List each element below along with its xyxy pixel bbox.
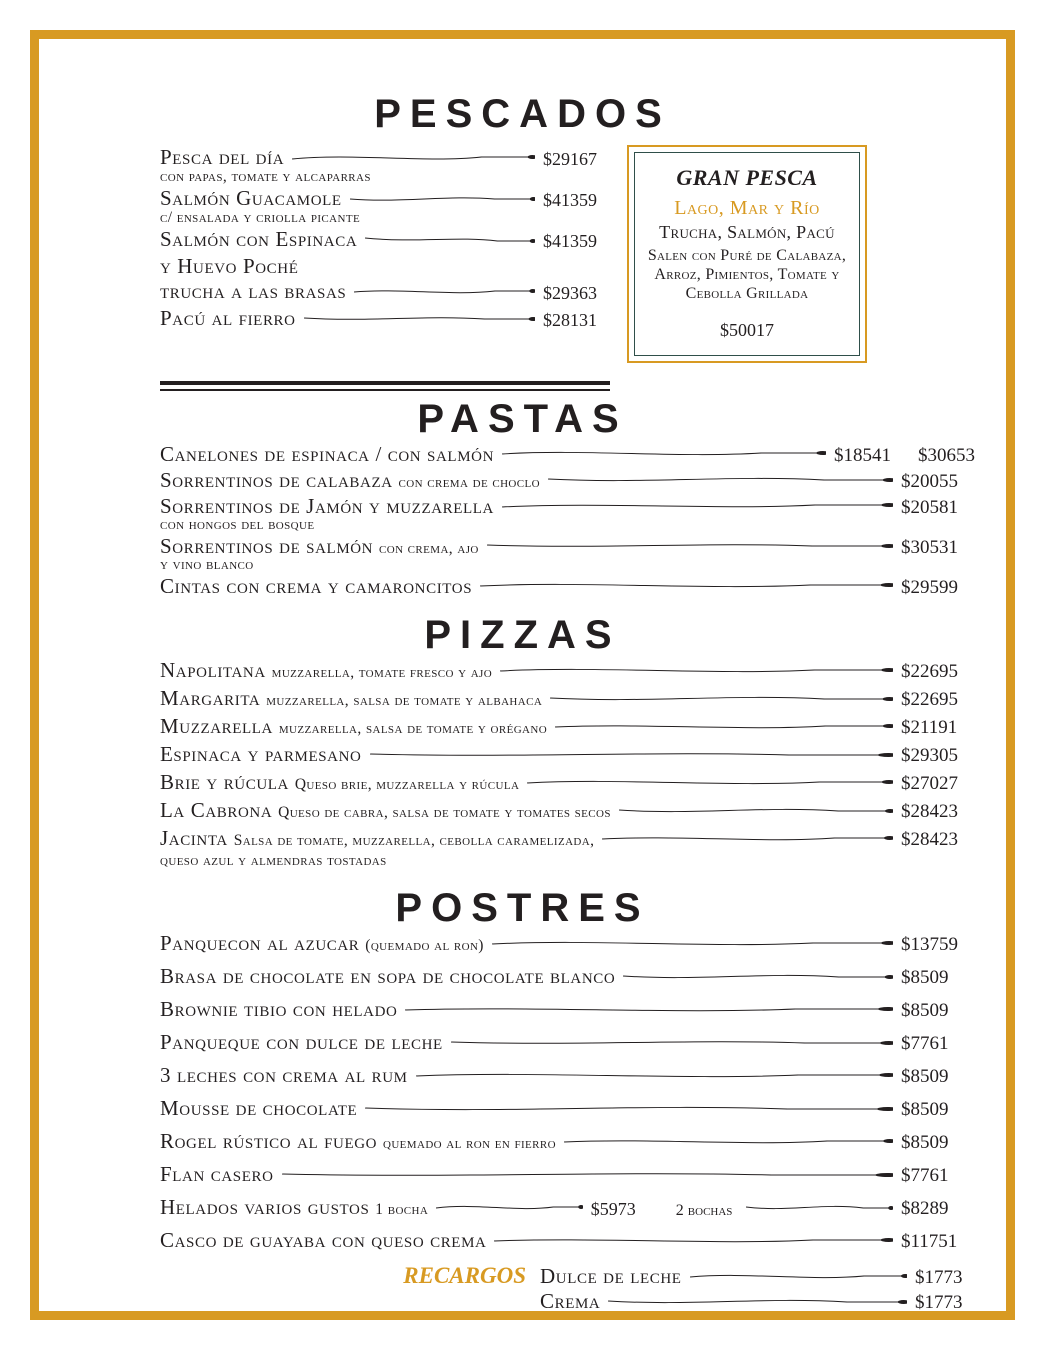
item-desc: (quemado al ron) <box>365 936 484 954</box>
gran-pesca-box <box>627 145 867 363</box>
section-title-pizzas: PIZZAS <box>424 612 621 657</box>
leader-line <box>451 1037 893 1051</box>
menu-item <box>160 145 615 186</box>
item-desc: Queso brie, muzzarella y rúcula <box>294 775 520 793</box>
leader-line <box>746 1202 893 1216</box>
item-name <box>160 798 611 823</box>
recargos-item-name: Crema <box>540 1288 601 1313</box>
item-price: $20581 <box>901 496 958 518</box>
item-desc: con crema, ajo <box>378 539 479 557</box>
item-name: Mousse de chocolate <box>160 1095 358 1120</box>
menu-item <box>160 1162 975 1187</box>
helados-unit-1: 1 bocha <box>375 1200 429 1218</box>
item-price: $22695 <box>901 688 958 710</box>
item-name-main: Margarita <box>160 685 261 710</box>
item-name-main: Brie y rúcula <box>160 769 289 794</box>
item-name <box>160 714 547 739</box>
item-name: Panqueque con dulce de leche <box>160 1029 443 1054</box>
recargos-row <box>160 1263 985 1289</box>
helados-price-2: $8289 <box>901 1197 949 1219</box>
leader-line <box>492 938 893 952</box>
item-desc: quemado al ron en fierro <box>382 1134 556 1152</box>
item-price: $8509 <box>901 966 949 988</box>
item-price: $18541 <box>834 444 891 466</box>
recargos-label: RECARGOS <box>403 1262 526 1288</box>
item-name <box>160 1129 556 1154</box>
item-name <box>160 931 484 956</box>
leader-line <box>416 1070 893 1084</box>
item-price: $29305 <box>901 744 958 766</box>
item-name <box>160 826 594 851</box>
menu-item <box>160 658 975 683</box>
item-desc: muzzarella, salsa de tomate y orégano <box>278 719 548 737</box>
leader-line <box>548 474 893 488</box>
item-price: $8509 <box>901 1065 949 1087</box>
leader-line <box>502 500 893 514</box>
menu-item <box>160 306 615 331</box>
leader-line <box>480 580 893 594</box>
item-price: $11751 <box>901 1230 958 1252</box>
item-name: Salmón Guacamole <box>160 186 342 210</box>
gran-pesca-inner <box>634 152 860 356</box>
item-desc: muzzarella, tomate fresco y ajo <box>271 663 493 681</box>
item-desc: Salsa de tomate, muzzarella, cebolla caramelizada, <box>233 831 595 849</box>
leader-line <box>292 152 535 166</box>
leader-line <box>405 1004 893 1018</box>
pizzas-items <box>60 658 985 870</box>
item-name: Pesca del día <box>160 145 285 169</box>
item-name: Brownie tibio con helado <box>160 996 398 1021</box>
menu-item <box>160 964 975 989</box>
menu-item <box>160 931 975 956</box>
item-name: Flan casero <box>160 1161 274 1186</box>
item-name <box>160 686 542 711</box>
gran-pesca-fish: Trucha, Salmón, Pacú <box>659 222 835 242</box>
leader-line <box>282 1169 893 1183</box>
helados-unit-2: 2 bochas <box>675 1201 733 1219</box>
item-desc: con crema de choclo <box>398 473 540 491</box>
leader-line <box>436 1202 583 1216</box>
item-name: Cintas con crema y camaroncitos <box>160 573 473 598</box>
recargos-section <box>60 1263 985 1314</box>
menu-item <box>160 826 975 870</box>
menu-item-helados <box>160 1195 975 1220</box>
leader-line <box>527 777 893 791</box>
item-sub: y vino blanco <box>160 555 254 573</box>
section-divider <box>160 381 610 391</box>
menu-item <box>160 468 975 493</box>
gran-pesca-subtitle: Lago, Mar y Río <box>674 197 820 219</box>
item-name-main: Muzzarella <box>160 713 273 738</box>
menu-item <box>160 1129 975 1154</box>
menu-content <box>60 58 985 1313</box>
section-title-pastas: PASTAS <box>417 396 628 441</box>
item-desc: Queso de cabra, salsa de tomate y tomates secos <box>278 803 611 821</box>
item-price: $30531 <box>901 536 958 558</box>
border-right <box>1006 30 1015 1320</box>
item-price: $28423 <box>901 828 958 850</box>
menu-item <box>160 1228 975 1253</box>
leader-line <box>623 971 893 985</box>
item-name-main: Sorrentinos de calabaza <box>160 467 393 492</box>
menu-item <box>160 798 975 823</box>
item-name-main: Jacinta <box>160 825 228 850</box>
pescados-section <box>60 145 985 363</box>
item-name <box>160 1195 428 1220</box>
item-price: $29599 <box>901 576 958 598</box>
menu-item <box>160 742 975 767</box>
item-price: $20055 <box>901 470 958 492</box>
leader-line <box>619 805 893 819</box>
leader-line <box>354 286 535 300</box>
item-name-main: Napolitana <box>160 657 266 682</box>
item-name-line2: y Huevo Poché <box>160 254 299 278</box>
menu-item <box>160 494 975 534</box>
menu-item <box>160 1030 975 1055</box>
item-name: Espinaca y parmesano <box>160 741 362 766</box>
recargos-item-price: $1773 <box>915 1291 963 1313</box>
helados-price-1: $5973 <box>590 1198 636 1219</box>
border-left <box>30 30 39 1320</box>
menu-item <box>160 1063 975 1088</box>
section-title-pescados: PESCADOS <box>374 92 671 136</box>
menu-item <box>160 686 975 711</box>
leader-line <box>550 693 893 707</box>
item-name-main: Sorrentinos de salmón <box>160 533 374 558</box>
item-name-main: Panquecon al azucar <box>160 930 360 955</box>
pastas-items <box>60 442 985 599</box>
leader-line <box>564 1136 893 1150</box>
item-price: $21191 <box>901 716 958 738</box>
gran-pesca-title: GRAN PESCA <box>676 165 818 190</box>
leader-line <box>304 313 535 327</box>
menu-item <box>160 227 615 279</box>
leader-line <box>350 193 535 207</box>
menu-item <box>160 1096 975 1121</box>
recargos-item-name: Dulce de leche <box>540 1263 682 1288</box>
leader-line <box>365 234 535 248</box>
menu-item <box>160 442 975 467</box>
item-sub: con papas, tomate y alcaparras <box>160 168 371 185</box>
menu-item <box>160 574 975 599</box>
item-name: 3 leches con crema al rum <box>160 1062 408 1087</box>
item-name-main: Helados varios gustos <box>160 1194 370 1219</box>
gran-pesca-description: Salen con Puré de Calabaza, Arroz, Pimientos, Tomate y Cebolla Grillada <box>647 247 847 302</box>
menu-item <box>160 534 975 574</box>
item-price: $28423 <box>901 800 958 822</box>
leader-line <box>494 1235 893 1249</box>
item-name: Casco de guayaba con queso crema <box>160 1227 487 1252</box>
postres-items <box>60 931 985 1253</box>
item-desc: muzzarella, salsa de tomate y albahaca <box>266 691 543 709</box>
item-price-alt: $30653 <box>918 444 975 466</box>
item-price: $13759 <box>901 933 958 955</box>
leader-line <box>602 833 893 847</box>
item-name: trucha a las brasas <box>160 279 347 303</box>
item-price: $27027 <box>901 772 958 794</box>
item-sub: con hongos del bosque <box>160 515 315 533</box>
recargos-row <box>160 1289 985 1314</box>
item-name <box>160 770 519 795</box>
leader-line <box>370 749 894 763</box>
item-price: $29167 <box>543 149 597 169</box>
leader-line <box>365 1103 893 1117</box>
item-name: Brasa de chocolate en sopa de chocolate blanco <box>160 963 616 988</box>
pescados-items <box>60 145 615 333</box>
leader-line <box>500 665 893 679</box>
leader-line <box>555 721 893 735</box>
item-name-main: Rogel rústico al fuego <box>160 1128 378 1153</box>
menu-item <box>160 770 975 795</box>
menu-item <box>160 186 615 227</box>
section-title-postres: POSTRES <box>395 885 650 930</box>
menu-item <box>160 997 975 1022</box>
item-price: $8509 <box>901 1098 949 1120</box>
item-sub: c/ ensalada y criolla picante <box>160 209 361 226</box>
gran-pesca-price: $50017 <box>720 319 774 340</box>
item-price: $7761 <box>901 1032 949 1054</box>
item-price: $28131 <box>543 310 597 330</box>
item-price: $41359 <box>543 190 597 210</box>
item-name <box>160 468 540 493</box>
leader-line <box>502 448 826 462</box>
recargos-item-price: $1773 <box>915 1266 963 1288</box>
item-desc-line2: queso azul y almendras tostadas <box>160 851 387 869</box>
leader-line <box>608 1296 907 1310</box>
item-price: $41359 <box>543 231 597 251</box>
item-price: $22695 <box>901 660 958 682</box>
item-price: $8509 <box>901 1131 949 1153</box>
item-price: $8509 <box>901 999 949 1021</box>
item-name: Salmón con Espinaca <box>160 227 358 251</box>
leader-line <box>487 540 893 554</box>
border-top <box>30 30 1015 39</box>
leader-line <box>690 1271 907 1285</box>
item-name: Canelones de espinaca / con salmón <box>160 441 495 466</box>
menu-item <box>160 279 615 304</box>
item-name <box>160 534 479 559</box>
item-price: $29363 <box>543 283 597 303</box>
item-name <box>160 658 492 683</box>
item-name: Sorrentinos de Jamón y muzzarella <box>160 493 494 518</box>
item-name: Pacú al fierro <box>160 306 296 330</box>
menu-item <box>160 714 975 739</box>
item-price: $7761 <box>901 1164 949 1186</box>
item-name-main: La Cabrona <box>160 797 273 822</box>
